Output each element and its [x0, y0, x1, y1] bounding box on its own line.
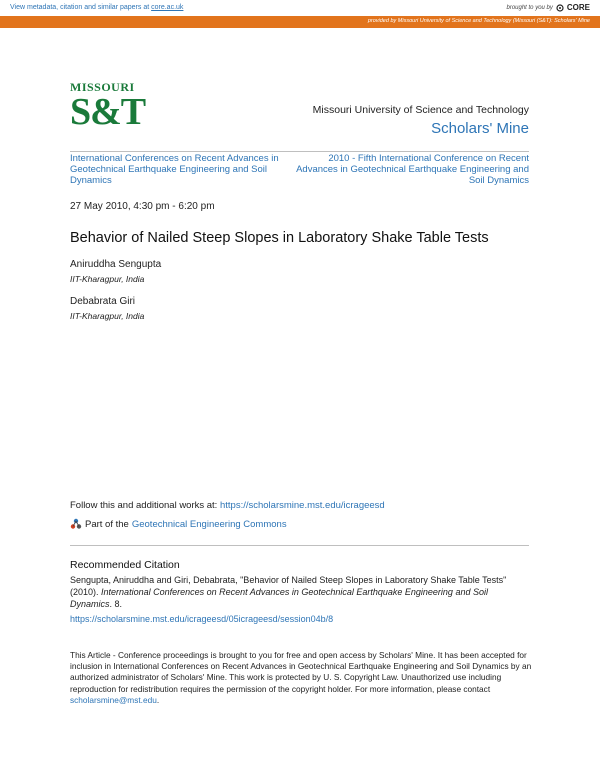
provided-by-text: provided by Missouri University of Science and Technology (Missouri (S&T): Scholars' Mine [367, 18, 590, 24]
follow-label: Follow this and additional works at: [70, 500, 218, 511]
core-logo: CORE [566, 3, 590, 12]
part-of-line [70, 518, 287, 530]
notice-end: . [156, 694, 160, 705]
follow-url-link[interactable]: https://scholarsmine.mst.edu/icrageesd [219, 500, 385, 511]
part-of-label: Part of the [85, 518, 129, 530]
collection-link-right[interactable]: 2010 - Fifth International Conference on Recent Advances in Geotechnical Earthquake Engineering and Soil Dynamics [296, 153, 529, 186]
top-divider [70, 151, 529, 152]
citation-text [70, 574, 532, 610]
citation-heading: Recommended Citation [70, 559, 180, 571]
network-icon [70, 518, 82, 530]
author-name: Aniruddha Sengupta [70, 259, 162, 270]
collection-link-left[interactable]: International Conferences on Recent Advances in Geotechnical Earthquake Engineering and Soil Dynamics [70, 153, 279, 186]
logo-st-text: S&T [70, 91, 146, 133]
university-name: Missouri University of Science and Technology [312, 104, 529, 116]
core-link[interactable]: core.ac.uk [151, 4, 184, 11]
citation-venue: International Conferences on Recent Advances in Geotechnical Earthquake Engineering and Soil Dynamics [70, 587, 488, 609]
geotechnical-commons-link[interactable]: Geotechnical Engineering Commons [131, 518, 287, 530]
brought-to-you-text: brought to you by [506, 4, 553, 11]
author-affiliation: IIT-Kharagpur, India [70, 274, 145, 284]
event-date: 27 May 2010, 4:30 pm - 6:20 pm [70, 201, 215, 212]
core-metadata-text: View metadata, citation and similar papers at core.ac.uk [10, 4, 184, 11]
contact-email-link[interactable]: scholarsmine@mst.edu [70, 694, 157, 705]
core-icon [555, 4, 565, 12]
follow-line [70, 500, 385, 511]
scholars-mine-link[interactable]: Scholars' Mine [431, 120, 529, 137]
core-banner [0, 0, 600, 16]
citation-end: . 8. [109, 599, 123, 609]
core-provided-bar [0, 16, 600, 28]
paper-title: Behavior of Nailed Steep Slopes in Laboratory Shake Table Tests [70, 230, 489, 246]
citation-plain: Sengupta, Aniruddha and Giri, Debabrata, "Behavior of Nailed Steep Slopes in Laboratory Shake Table Tests" (2010). [70, 575, 507, 597]
access-notice [70, 650, 532, 706]
citation-url-link[interactable]: https://scholarsmine.mst.edu/icrageesd/05icrageesd/session04b/8 [70, 614, 334, 624]
missouri-st-logo [70, 80, 146, 137]
notice-text: This Article - Conference proceedings is brought to you for free and open access by Scholars' Mine. It has been accepted for inclusion in International Conferences on Recent Advances in Geotechnical Earthquake Engineering and Soil Dynamics by an authorized administrator of Scholars' Mine. This work is protected by U. S. Copyright Law. Unauthorized use including reproduction for redistribution requires the permission of the copyright holder. For more information, please contact [70, 650, 532, 694]
author-affiliation: IIT-Kharagpur, India [70, 311, 145, 321]
citation-divider [70, 545, 529, 546]
core-brought-by[interactable] [507, 3, 591, 12]
logo-missouri-text: MISSOURI [70, 80, 135, 94]
author-name: Debabrata Giri [70, 296, 136, 307]
